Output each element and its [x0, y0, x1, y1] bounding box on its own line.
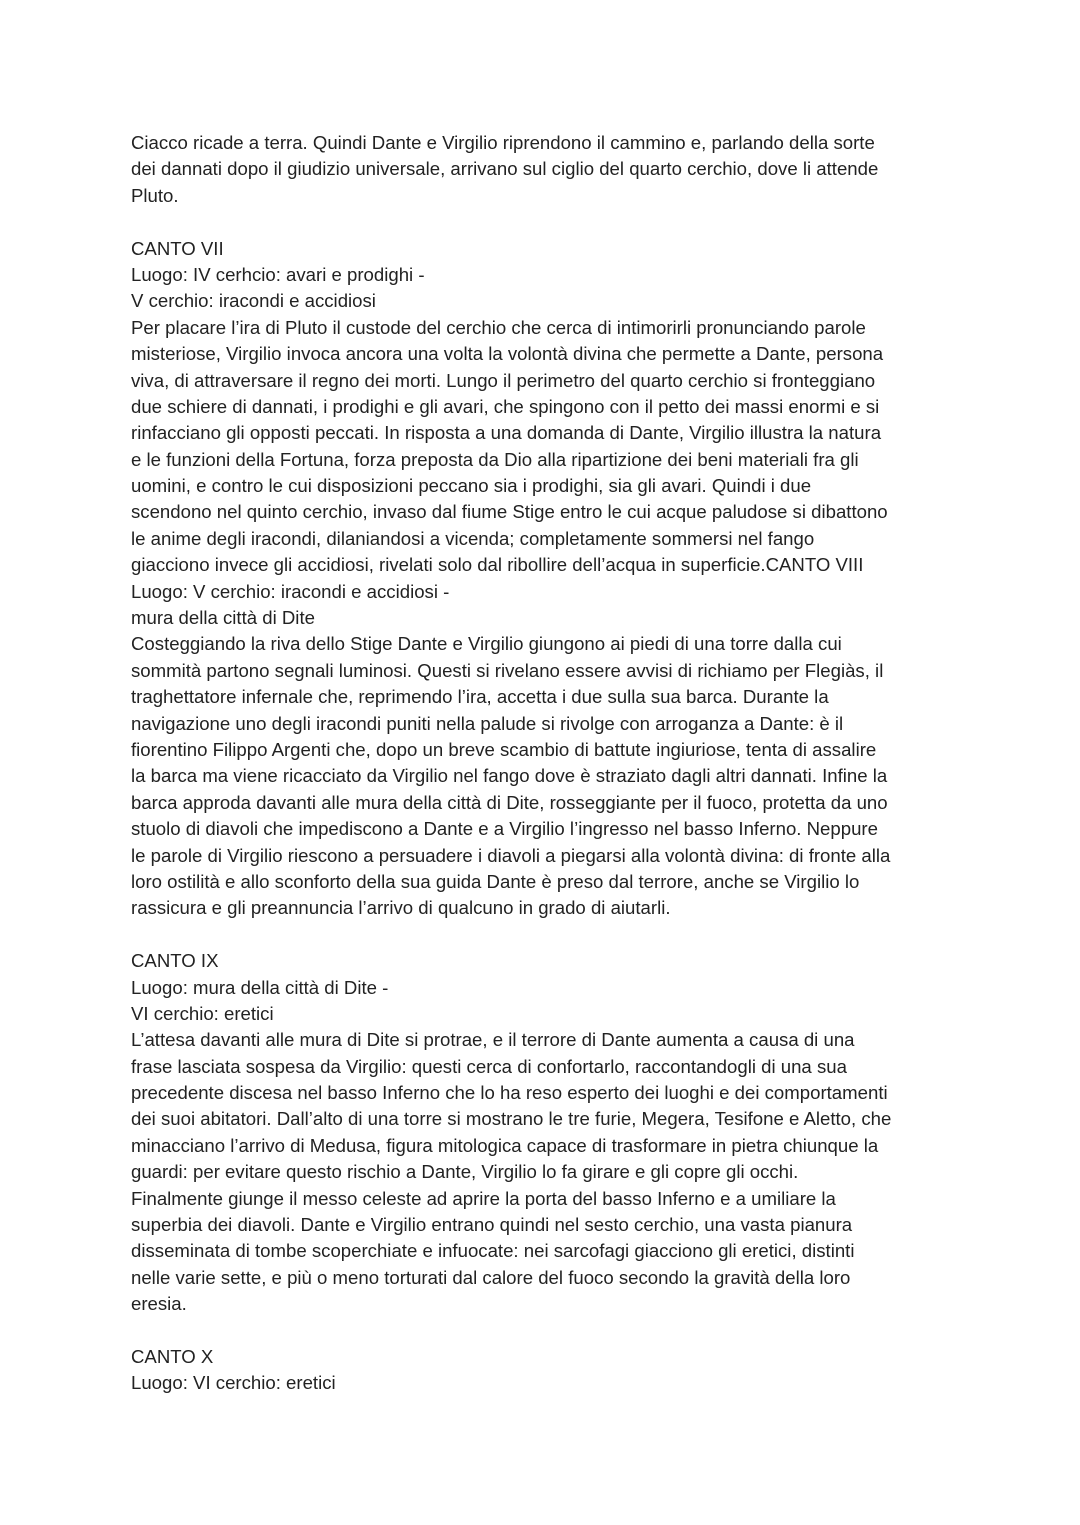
text-line: e le funzioni della Fortuna, forza preposta da Dio alla ripartizione dei beni materiali fra gli [131, 448, 859, 470]
paragraph-gap [131, 209, 960, 235]
luogo-line: VI cerchio: eretici [131, 1002, 274, 1024]
text-line: barca approda davanti alle mura della città di Dite, rosseggiante per il fuoco, protetta da uno [131, 791, 888, 813]
paragraph-gap [131, 1318, 960, 1344]
intro-paragraph [131, 130, 960, 209]
text-line: Ciacco ricade a terra. Quindi Dante e Virgilio riprendono il cammino e, parlando della sorte [131, 132, 875, 153]
text-line: le anime degli iracondi, dilaniandosi a vicenda; completamente sommersi nel fango [131, 527, 815, 549]
text-line: superbia dei diavoli. Dante e Virgilio entrano quindi nel sesto cerchio, una vasta pianura [131, 1214, 853, 1236]
text-line: viva, di attraversare il regno dei morti. Lungo il perimetro del quarto cerchio si fronteggiano [131, 369, 876, 391]
text-line: precedente discesa nel basso Inferno che lo ha reso esperto dei luoghi e dei comportamenti [131, 1082, 888, 1104]
canto-vii-paragraph [131, 315, 960, 579]
text-line: navigazione uno degli iracondi puniti nella palude si rivolge con arroganza a Dante: è il [131, 712, 844, 734]
text-line: uomini, e contro le cui disposizioni peccano sia i prodighi, sia gli avari. Quindi i due [131, 475, 812, 497]
text-line: misteriose, Virgilio invoca ancora una volta la volontà divina che permette a Dante, persona [131, 343, 884, 365]
canto-viii-section [131, 579, 960, 922]
canto-viii-paragraph [131, 631, 960, 921]
text-line: rinfacciano gli opposti peccati. In risposta a una domanda di Dante, Virgilio illustra la natura [131, 422, 882, 444]
canto-ix-section [131, 948, 960, 1317]
text-line: L’attesa davanti alle mura di Dite si protrae, e il terrore di Dante aumenta a causa di una [131, 1029, 855, 1051]
text-line: sommità partono segnali luminosi. Questi si rivelano essere avvisi di richiamo per Flegiàs, il [131, 659, 884, 681]
text-line: Finalmente giunge il messo celeste ad aprire la porta del basso Inferno e a umiliare la [131, 1187, 836, 1209]
text-line: nelle varie sette, e più o meno torturati dal calore del fuoco secondo la gravità della loro [131, 1266, 851, 1288]
text-line: disseminata di tombe scoperchiate e infuocate: nei sarcofagi giacciono gli eretici, distinti [131, 1240, 855, 1262]
canto-ix-paragraph [131, 1027, 960, 1317]
text-line: Costeggiando la riva dello Stige Dante e Virgilio giungono ai piedi di una torre dalla cui [131, 633, 842, 655]
luogo-line: Luogo: mura della città di Dite - [131, 976, 389, 998]
canto-x-section [131, 1344, 960, 1397]
luogo-line: Luogo: IV cerhcio: avari e prodighi - [131, 263, 425, 285]
luogo-line: V cerchio: iracondi e accidiosi [131, 290, 376, 312]
text-line: la barca ma viene ricacciato da Virgilio nel fango dove è straziato dagli altri dannati. Infine la [131, 765, 888, 787]
luogo-line: Luogo: V cerchio: iracondi e accidiosi - [131, 580, 450, 602]
paragraph-gap [131, 922, 960, 948]
text-line: loro ostilità e allo sconforto della sua guida Dante è preso dal terrore, anche se Virgilio lo [131, 870, 860, 892]
text-line: guardi: per evitare questo rischio a Dante, Virgilio lo fa girare e gli copre gli occhi. [131, 1161, 799, 1183]
luogo-line: Luogo: VI cerchio: eretici [131, 1372, 336, 1394]
text-line: fiorentino Filippo Argenti che, dopo un breve scambio di battute ingiuriose, tenta di assalire [131, 738, 877, 760]
canto-vii-section [131, 236, 960, 579]
text-line: le parole di Virgilio riescono a persuadere i diavoli a piegarsi alla volontà divina: di fronte alla [131, 844, 891, 866]
text-line: giacciono invece gli accidiosi, rivelati solo dal ribollire dell’acqua in superficie.CANTO VIII [131, 554, 864, 576]
text-line: due schiere di dannati, i prodighi e gli avari, che spingono con il petto dei massi enormi e si [131, 395, 880, 417]
text-line: Pluto. [131, 184, 179, 206]
text-line: minacciano l’arrivo di Medusa, figura mitologica capace di trasformare in pietra chiunque la [131, 1134, 879, 1156]
text-line: traghettatore infernale che, reprimendo l’ira, accetta i due sulla sua barca. Durante la [131, 686, 829, 708]
canto-heading: CANTO X [131, 1345, 214, 1367]
text-line: dei dannati dopo il giudizio universale, arrivano sul ciglio del quarto cerchio, dove li attende [131, 158, 879, 180]
text-line: Per placare l’ira di Pluto il custode del cerchio che cerca di intimorirli pronunciando parole [131, 316, 866, 338]
text-line: rassicura e gli preannuncia l’arrivo di qualcuno in grado di aiutarli. [131, 897, 671, 919]
canto-heading: CANTO VII [131, 237, 224, 259]
canto-heading: CANTO IX [131, 950, 219, 972]
text-line: dei suoi abitatori. Dall’alto di una torre si mostrano le tre furie, Megera, Tesifone e Aletto, che [131, 1108, 892, 1130]
text-line: stuolo di diavoli che impediscono a Dante e a Virgilio l’ingresso nel basso Inferno. Neppure [131, 818, 878, 840]
text-line: scendono nel quinto cerchio, invaso dal fiume Stige entro le cui acque paludose si dibattono [131, 501, 888, 523]
text-line: eresia. [131, 1293, 187, 1315]
text-line: frase lasciata sospesa da Virgilio: questi cerca di confortarlo, raccontandogli di una sua [131, 1055, 847, 1077]
luogo-line: mura della città di Dite [131, 607, 315, 629]
